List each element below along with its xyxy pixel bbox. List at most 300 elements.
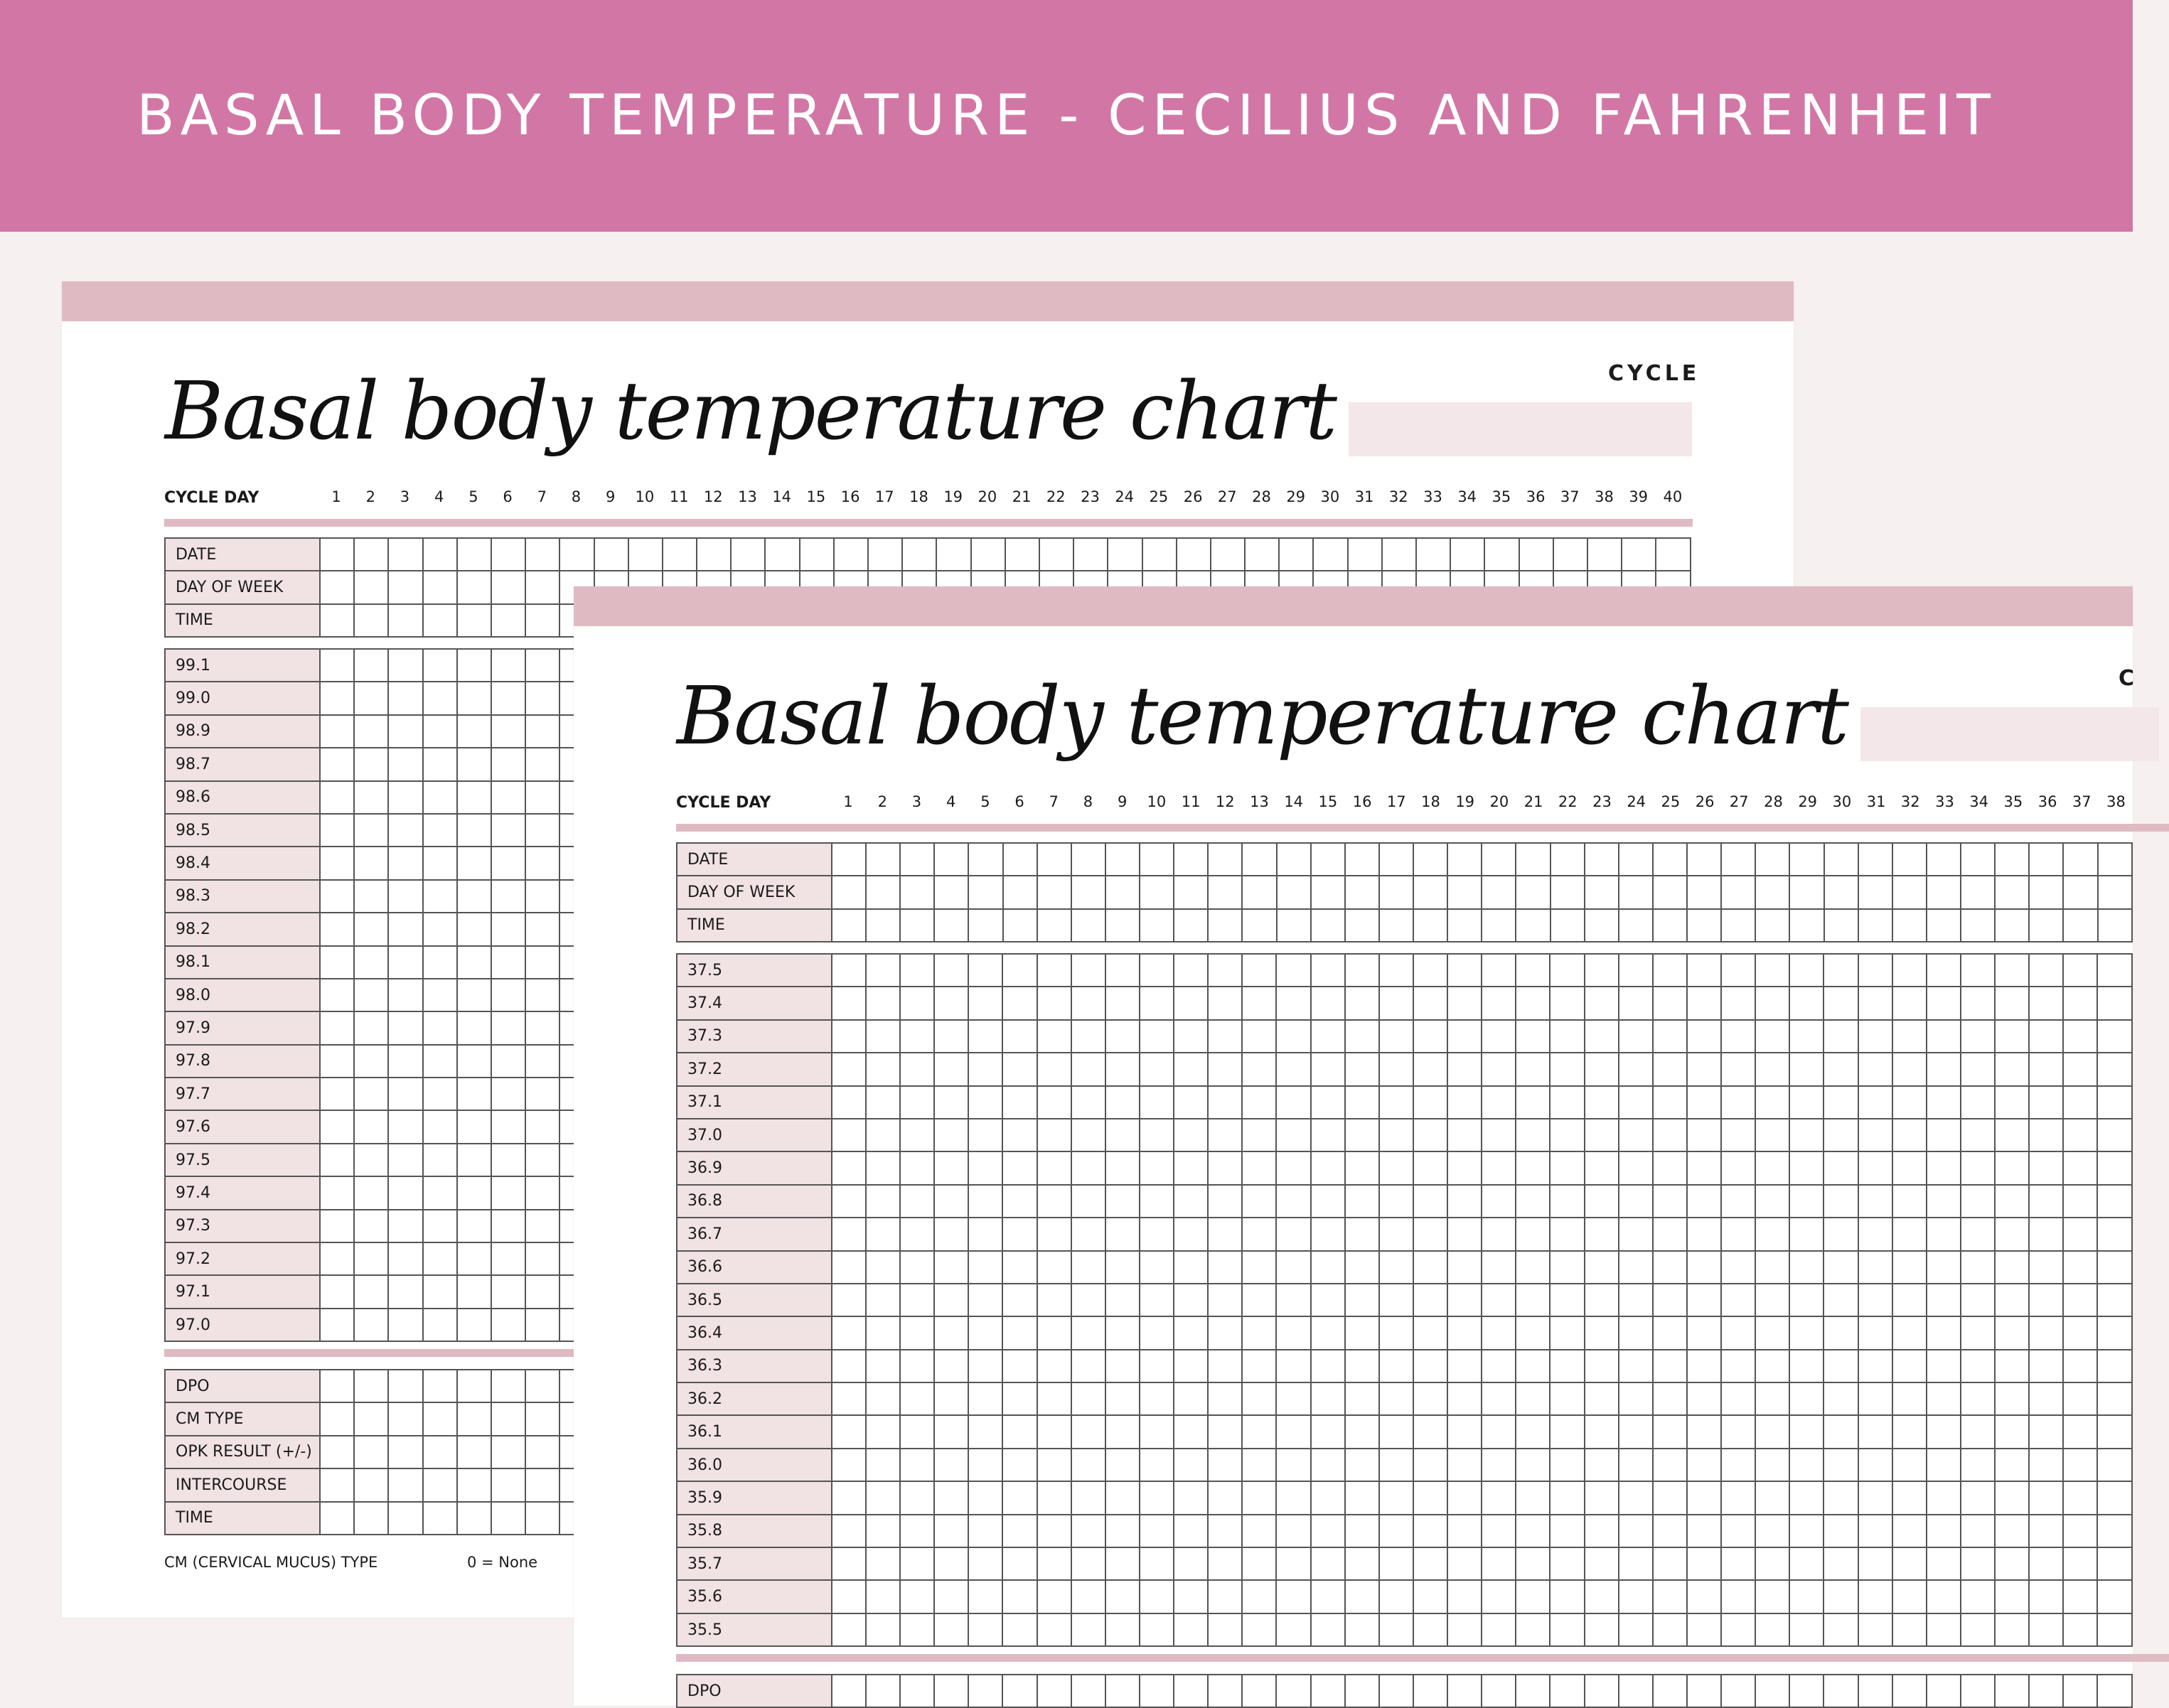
grid-cell[interactable] (868, 538, 902, 571)
grid-cell[interactable] (1585, 1547, 1619, 1580)
grid-cell[interactable] (1755, 1185, 1789, 1218)
grid-cell[interactable] (1002, 1580, 1037, 1613)
grid-cell[interactable] (2097, 1151, 2132, 1184)
grid-cell[interactable] (525, 1210, 559, 1242)
grid-cell[interactable] (2097, 1086, 2132, 1119)
grid-cell[interactable] (1140, 1218, 1174, 1250)
grid-cell[interactable] (1140, 1481, 1174, 1514)
grid-cell[interactable] (388, 1110, 422, 1143)
grid-cell[interactable] (320, 1402, 354, 1435)
grid-cell[interactable] (968, 1284, 1002, 1316)
grid-cell[interactable] (1276, 1675, 1310, 1707)
grid-cell[interactable] (1995, 1020, 2029, 1053)
grid-cell[interactable] (525, 604, 559, 637)
grid-cell[interactable] (2029, 1218, 2063, 1250)
grid-cell[interactable] (1516, 1218, 1550, 1250)
grid-cell[interactable] (1619, 1415, 1653, 1448)
grid-cell[interactable] (1789, 1218, 1823, 1250)
grid-cell[interactable] (2063, 1675, 2097, 1707)
grid-cell[interactable] (1382, 538, 1416, 571)
grid-cell[interactable] (1961, 1415, 1995, 1448)
grid-cell[interactable] (866, 1151, 900, 1184)
grid-cell[interactable] (1379, 987, 1413, 1019)
grid-cell[interactable] (1550, 987, 1584, 1019)
grid-cell[interactable] (491, 847, 525, 879)
grid-cell[interactable] (1789, 1086, 1823, 1119)
grid-cell[interactable] (1174, 1284, 1208, 1316)
grid-cell[interactable] (1345, 1185, 1379, 1218)
grid-cell[interactable] (423, 571, 457, 603)
grid-cell[interactable] (1413, 1316, 1447, 1349)
grid-cell[interactable] (525, 1110, 559, 1143)
grid-cell[interactable] (388, 1242, 422, 1275)
grid-cell[interactable] (1653, 876, 1687, 908)
grid-cell[interactable] (1071, 1020, 1105, 1053)
grid-cell[interactable] (866, 1185, 900, 1218)
grid-cell[interactable] (354, 1370, 388, 1402)
grid-cell[interactable] (2029, 1151, 2063, 1184)
grid-cell[interactable] (320, 814, 354, 847)
grid-cell[interactable] (1789, 1316, 1823, 1349)
grid-cell[interactable] (2063, 1053, 2097, 1085)
grid-cell[interactable] (1413, 1449, 1447, 1481)
grid-cell[interactable] (971, 538, 1005, 571)
grid-cell[interactable] (423, 1436, 457, 1468)
grid-cell[interactable] (1755, 1449, 1789, 1481)
grid-cell[interactable] (1585, 1316, 1619, 1349)
grid-cell[interactable] (388, 649, 422, 682)
grid-cell[interactable] (866, 1284, 900, 1316)
grid-cell[interactable] (457, 1502, 491, 1535)
grid-cell[interactable] (491, 1370, 525, 1402)
grid-cell[interactable] (900, 843, 934, 876)
grid-cell[interactable] (354, 604, 388, 637)
grid-cell[interactable] (457, 814, 491, 847)
grid-cell[interactable] (1002, 987, 1037, 1019)
grid-cell[interactable] (1619, 987, 1653, 1019)
grid-cell[interactable] (354, 1045, 388, 1078)
grid-cell[interactable] (320, 880, 354, 913)
grid-cell[interactable] (1927, 1151, 1961, 1184)
grid-cell[interactable] (525, 1402, 559, 1435)
grid-cell[interactable] (423, 1242, 457, 1275)
grid-cell[interactable] (1653, 1613, 1687, 1646)
grid-cell[interactable] (1516, 843, 1550, 876)
grid-cell[interactable] (423, 1045, 457, 1078)
grid-cell[interactable] (1858, 1481, 1892, 1514)
grid-cell[interactable] (1653, 1151, 1687, 1184)
grid-cell[interactable] (1550, 1613, 1584, 1646)
grid-cell[interactable] (900, 1580, 934, 1613)
grid-cell[interactable] (1619, 1316, 1653, 1349)
grid-cell[interactable] (1892, 909, 1927, 942)
grid-cell[interactable] (1276, 1449, 1310, 1481)
grid-cell[interactable] (1961, 1053, 1995, 1085)
grid-cell[interactable] (934, 1218, 968, 1250)
grid-cell[interactable] (1516, 1547, 1550, 1580)
grid-cell[interactable] (1789, 954, 1823, 987)
grid-cell[interactable] (2098, 876, 2132, 908)
grid-cell[interactable] (1755, 909, 1789, 942)
grid-cell[interactable] (1653, 1382, 1687, 1415)
grid-cell[interactable] (491, 1468, 525, 1501)
grid-cell[interactable] (2029, 1382, 2063, 1415)
grid-cell[interactable] (1140, 987, 1174, 1019)
grid-cell[interactable] (1824, 909, 1858, 942)
grid-cell[interactable] (2063, 1218, 2097, 1250)
grid-cell[interactable] (525, 538, 559, 571)
grid-cell[interactable] (1516, 1382, 1550, 1415)
grid-cell[interactable] (2029, 987, 2063, 1019)
grid-cell[interactable] (1447, 1675, 1482, 1707)
grid-cell[interactable] (2097, 1251, 2132, 1284)
grid-cell[interactable] (1208, 1053, 1242, 1085)
grid-cell[interactable] (1858, 1151, 1892, 1184)
grid-cell[interactable] (832, 1316, 866, 1349)
grid-cell[interactable] (1379, 1350, 1413, 1382)
grid-cell[interactable] (832, 1613, 866, 1646)
grid-cell[interactable] (1105, 1185, 1140, 1218)
grid-cell[interactable] (1276, 1350, 1310, 1382)
grid-cell[interactable] (457, 649, 491, 682)
grid-cell[interactable] (934, 1119, 968, 1151)
grid-cell[interactable] (866, 1020, 900, 1053)
grid-cell[interactable] (1858, 1547, 1892, 1580)
grid-cell[interactable] (1002, 1086, 1037, 1119)
grid-cell[interactable] (320, 682, 354, 714)
grid-cell[interactable] (1140, 1086, 1174, 1119)
grid-cell[interactable] (832, 1350, 866, 1382)
grid-cell[interactable] (1858, 1119, 1892, 1151)
grid-cell[interactable] (1413, 1350, 1447, 1382)
grid-cell[interactable] (1208, 843, 1242, 876)
grid-cell[interactable] (1550, 1449, 1584, 1481)
grid-cell[interactable] (457, 979, 491, 1011)
grid-cell[interactable] (354, 1275, 388, 1308)
grid-cell[interactable] (1961, 1185, 1995, 1218)
grid-cell[interactable] (866, 1350, 900, 1382)
grid-cell[interactable] (1687, 1481, 1721, 1514)
grid-cell[interactable] (1858, 876, 1892, 908)
grid-cell[interactable] (1927, 1481, 1961, 1514)
grid-cell[interactable] (354, 913, 388, 945)
grid-cell[interactable] (1447, 1382, 1482, 1415)
grid-cell[interactable] (525, 1275, 559, 1308)
grid-cell[interactable] (1379, 1020, 1413, 1053)
grid-cell[interactable] (2029, 1481, 2063, 1514)
grid-cell[interactable] (1995, 1449, 2029, 1481)
grid-cell[interactable] (423, 913, 457, 945)
grid-cell[interactable] (968, 1449, 1002, 1481)
grid-cell[interactable] (1105, 1151, 1140, 1184)
grid-cell[interactable] (1037, 987, 1071, 1019)
grid-cell[interactable] (1208, 1218, 1242, 1250)
grid-cell[interactable] (1653, 1251, 1687, 1284)
grid-cell[interactable] (1721, 843, 1755, 876)
grid-cell[interactable] (1242, 1613, 1276, 1646)
grid-cell[interactable] (1002, 1218, 1037, 1250)
grid-cell[interactable] (354, 1176, 388, 1209)
grid-cell[interactable] (1071, 1613, 1105, 1646)
grid-cell[interactable] (354, 1110, 388, 1143)
grid-cell[interactable] (2063, 1316, 2097, 1349)
grid-cell[interactable] (1892, 1350, 1927, 1382)
grid-cell[interactable] (1413, 1547, 1447, 1580)
grid-cell[interactable] (2097, 1449, 2132, 1481)
grid-cell[interactable] (525, 1176, 559, 1209)
grid-cell[interactable] (1379, 1086, 1413, 1119)
grid-cell[interactable] (1516, 1119, 1550, 1151)
grid-cell[interactable] (1687, 1382, 1721, 1415)
grid-cell[interactable] (2097, 987, 2132, 1019)
grid-cell[interactable] (1279, 538, 1313, 571)
grid-cell[interactable] (1174, 1675, 1208, 1707)
grid-cell[interactable] (525, 715, 559, 748)
grid-cell[interactable] (832, 909, 866, 942)
grid-cell[interactable] (1242, 1284, 1276, 1316)
grid-cell[interactable] (1995, 1119, 2029, 1151)
grid-cell[interactable] (1619, 1251, 1653, 1284)
grid-cell[interactable] (1550, 1053, 1584, 1085)
grid-cell[interactable] (457, 682, 491, 714)
grid-cell[interactable] (1379, 1053, 1413, 1085)
grid-cell[interactable] (1995, 1086, 2029, 1119)
grid-cell[interactable] (525, 1144, 559, 1176)
grid-cell[interactable] (832, 1053, 866, 1085)
grid-cell[interactable] (900, 954, 934, 987)
grid-cell[interactable] (832, 1151, 866, 1184)
grid-cell[interactable] (1413, 1086, 1447, 1119)
grid-cell[interactable] (900, 1020, 934, 1053)
grid-cell[interactable] (1824, 843, 1858, 876)
grid-cell[interactable] (320, 946, 354, 979)
grid-cell[interactable] (1345, 1481, 1379, 1514)
grid-cell[interactable] (1140, 1053, 1174, 1085)
grid-cell[interactable] (354, 781, 388, 814)
grid-cell[interactable] (866, 876, 900, 908)
grid-cell[interactable] (1142, 538, 1177, 571)
grid-cell[interactable] (1687, 1020, 1721, 1053)
grid-cell[interactable] (1482, 1415, 1516, 1448)
grid-cell[interactable] (1140, 1382, 1174, 1415)
grid-cell[interactable] (2063, 1284, 2097, 1316)
grid-cell[interactable] (2097, 1415, 2132, 1448)
grid-cell[interactable] (1002, 1675, 1037, 1707)
grid-cell[interactable] (1892, 1382, 1927, 1415)
grid-cell[interactable] (1447, 1515, 1482, 1547)
grid-cell[interactable] (1413, 1053, 1447, 1085)
grid-cell[interactable] (2029, 1415, 2063, 1448)
grid-cell[interactable] (1413, 1481, 1447, 1514)
grid-cell[interactable] (1208, 1251, 1242, 1284)
grid-cell[interactable] (1311, 1449, 1345, 1481)
grid-cell[interactable] (1858, 1382, 1892, 1415)
grid-cell[interactable] (1721, 1218, 1755, 1250)
grid-cell[interactable] (1789, 1675, 1823, 1707)
grid-cell[interactable] (1174, 843, 1208, 876)
grid-cell[interactable] (1995, 843, 2029, 876)
grid-cell[interactable] (1653, 1449, 1687, 1481)
grid-cell[interactable] (2097, 1020, 2132, 1053)
grid-cell[interactable] (1002, 1284, 1037, 1316)
grid-cell[interactable] (1002, 1613, 1037, 1646)
grid-cell[interactable] (1413, 1020, 1447, 1053)
grid-cell[interactable] (1002, 1547, 1037, 1580)
grid-cell[interactable] (2097, 1613, 2132, 1646)
grid-cell[interactable] (1755, 987, 1789, 1019)
grid-cell[interactable] (1140, 843, 1174, 876)
grid-cell[interactable] (1721, 1547, 1755, 1580)
grid-cell[interactable] (1174, 1547, 1208, 1580)
grid-cell[interactable] (1687, 954, 1721, 987)
grid-cell[interactable] (1413, 1382, 1447, 1415)
grid-cell[interactable] (457, 1309, 491, 1341)
grid-cell[interactable] (2029, 1350, 2063, 1382)
grid-cell[interactable] (1585, 876, 1619, 908)
grid-cell[interactable] (866, 1415, 900, 1448)
grid-cell[interactable] (354, 715, 388, 748)
grid-cell[interactable] (1105, 1020, 1140, 1053)
grid-cell[interactable] (423, 682, 457, 714)
grid-cell[interactable] (1037, 1515, 1071, 1547)
grid-cell[interactable] (1482, 1020, 1516, 1053)
grid-cell[interactable] (1892, 1185, 1927, 1218)
grid-cell[interactable] (1823, 1449, 1858, 1481)
grid-cell[interactable] (1687, 843, 1721, 876)
grid-cell[interactable] (1858, 1053, 1892, 1085)
grid-cell[interactable] (934, 1185, 968, 1218)
grid-cell[interactable] (354, 1309, 388, 1341)
grid-cell[interactable] (1823, 1086, 1858, 1119)
grid-cell[interactable] (1484, 538, 1519, 571)
grid-cell[interactable] (1037, 876, 1071, 908)
grid-cell[interactable] (423, 814, 457, 847)
grid-cell[interactable] (354, 1502, 388, 1535)
grid-cell[interactable] (1585, 843, 1619, 876)
grid-cell[interactable] (1037, 1415, 1071, 1448)
grid-cell[interactable] (1551, 843, 1585, 876)
grid-cell[interactable] (1587, 538, 1622, 571)
grid-cell[interactable] (1276, 1415, 1310, 1448)
grid-cell[interactable] (1071, 1580, 1105, 1613)
grid-cell[interactable] (1276, 1020, 1310, 1053)
grid-cell[interactable] (1002, 1251, 1037, 1284)
grid-cell[interactable] (354, 847, 388, 879)
grid-cell[interactable] (2029, 1675, 2063, 1707)
grid-cell[interactable] (2063, 1515, 2097, 1547)
grid-cell[interactable] (1619, 1382, 1653, 1415)
grid-cell[interactable] (1687, 1284, 1721, 1316)
grid-cell[interactable] (900, 1350, 934, 1382)
grid-cell[interactable] (1482, 1547, 1516, 1580)
grid-cell[interactable] (1721, 1449, 1755, 1481)
grid-cell[interactable] (900, 1675, 934, 1707)
grid-cell[interactable] (2063, 1613, 2097, 1646)
grid-cell[interactable] (1447, 954, 1482, 987)
grid-cell[interactable] (1585, 1086, 1619, 1119)
grid-cell[interactable] (1995, 1481, 2029, 1514)
grid-cell[interactable] (1892, 1675, 1927, 1707)
grid-cell[interactable] (525, 682, 559, 714)
grid-cell[interactable] (1002, 1515, 1037, 1547)
grid-cell[interactable] (2029, 1613, 2063, 1646)
grid-cell[interactable] (1174, 1086, 1208, 1119)
grid-cell[interactable] (968, 1185, 1002, 1218)
grid-cell[interactable] (1892, 1580, 1927, 1613)
grid-cell[interactable] (388, 1045, 422, 1078)
grid-cell[interactable] (968, 987, 1002, 1019)
grid-cell[interactable] (1687, 1218, 1721, 1250)
grid-cell[interactable] (388, 1176, 422, 1209)
grid-cell[interactable] (1002, 1151, 1037, 1184)
grid-cell[interactable] (1721, 1675, 1755, 1707)
grid-cell[interactable] (1755, 1316, 1789, 1349)
grid-cell[interactable] (1140, 1185, 1174, 1218)
grid-cell[interactable] (1345, 909, 1379, 942)
grid-cell[interactable] (1789, 909, 1823, 942)
grid-cell[interactable] (1585, 1515, 1619, 1547)
grid-cell[interactable] (1105, 987, 1140, 1019)
grid-cell[interactable] (1653, 1580, 1687, 1613)
grid-cell[interactable] (1447, 1580, 1482, 1613)
grid-cell[interactable] (1208, 1119, 1242, 1151)
grid-cell[interactable] (1823, 1580, 1858, 1613)
grid-cell[interactable] (1585, 1382, 1619, 1415)
grid-cell[interactable] (320, 748, 354, 780)
grid-cell[interactable] (1721, 1415, 1755, 1448)
grid-cell[interactable] (423, 1144, 457, 1176)
grid-cell[interactable] (1447, 1547, 1482, 1580)
grid-cell[interactable] (1755, 1580, 1789, 1613)
grid-cell[interactable] (968, 1382, 1002, 1415)
grid-cell[interactable] (1858, 1415, 1892, 1448)
grid-cell[interactable] (1379, 1316, 1413, 1349)
grid-cell[interactable] (1037, 843, 1071, 876)
grid-cell[interactable] (1482, 1481, 1516, 1514)
grid-cell[interactable] (1242, 1481, 1276, 1514)
grid-cell[interactable] (525, 946, 559, 979)
grid-cell[interactable] (491, 1436, 525, 1468)
grid-cell[interactable] (1892, 1316, 1927, 1349)
grid-cell[interactable] (1789, 876, 1823, 908)
grid-cell[interactable] (1174, 1382, 1208, 1415)
grid-cell[interactable] (491, 715, 525, 748)
grid-cell[interactable] (1789, 1119, 1823, 1151)
grid-cell[interactable] (388, 1309, 422, 1341)
grid-cell[interactable] (491, 649, 525, 682)
grid-cell[interactable] (1653, 1086, 1687, 1119)
grid-cell[interactable] (1037, 954, 1071, 987)
grid-cell[interactable] (1277, 909, 1311, 942)
grid-cell[interactable] (1585, 1151, 1619, 1184)
grid-cell[interactable] (1823, 1151, 1858, 1184)
grid-cell[interactable] (1242, 954, 1276, 987)
grid-cell[interactable] (388, 979, 422, 1011)
grid-cell[interactable] (525, 979, 559, 1011)
grid-cell[interactable] (1482, 876, 1516, 908)
grid-cell[interactable] (1037, 1251, 1071, 1284)
grid-cell[interactable] (832, 1547, 866, 1580)
grid-cell[interactable] (1961, 1218, 1995, 1250)
grid-cell[interactable] (320, 1242, 354, 1275)
grid-cell[interactable] (1447, 1020, 1482, 1053)
grid-cell[interactable] (1927, 1020, 1961, 1053)
grid-cell[interactable] (1208, 1151, 1242, 1184)
grid-cell[interactable] (1892, 1086, 1927, 1119)
grid-cell[interactable] (1379, 1449, 1413, 1481)
grid-cell[interactable] (320, 1078, 354, 1110)
grid-cell[interactable] (491, 1110, 525, 1143)
